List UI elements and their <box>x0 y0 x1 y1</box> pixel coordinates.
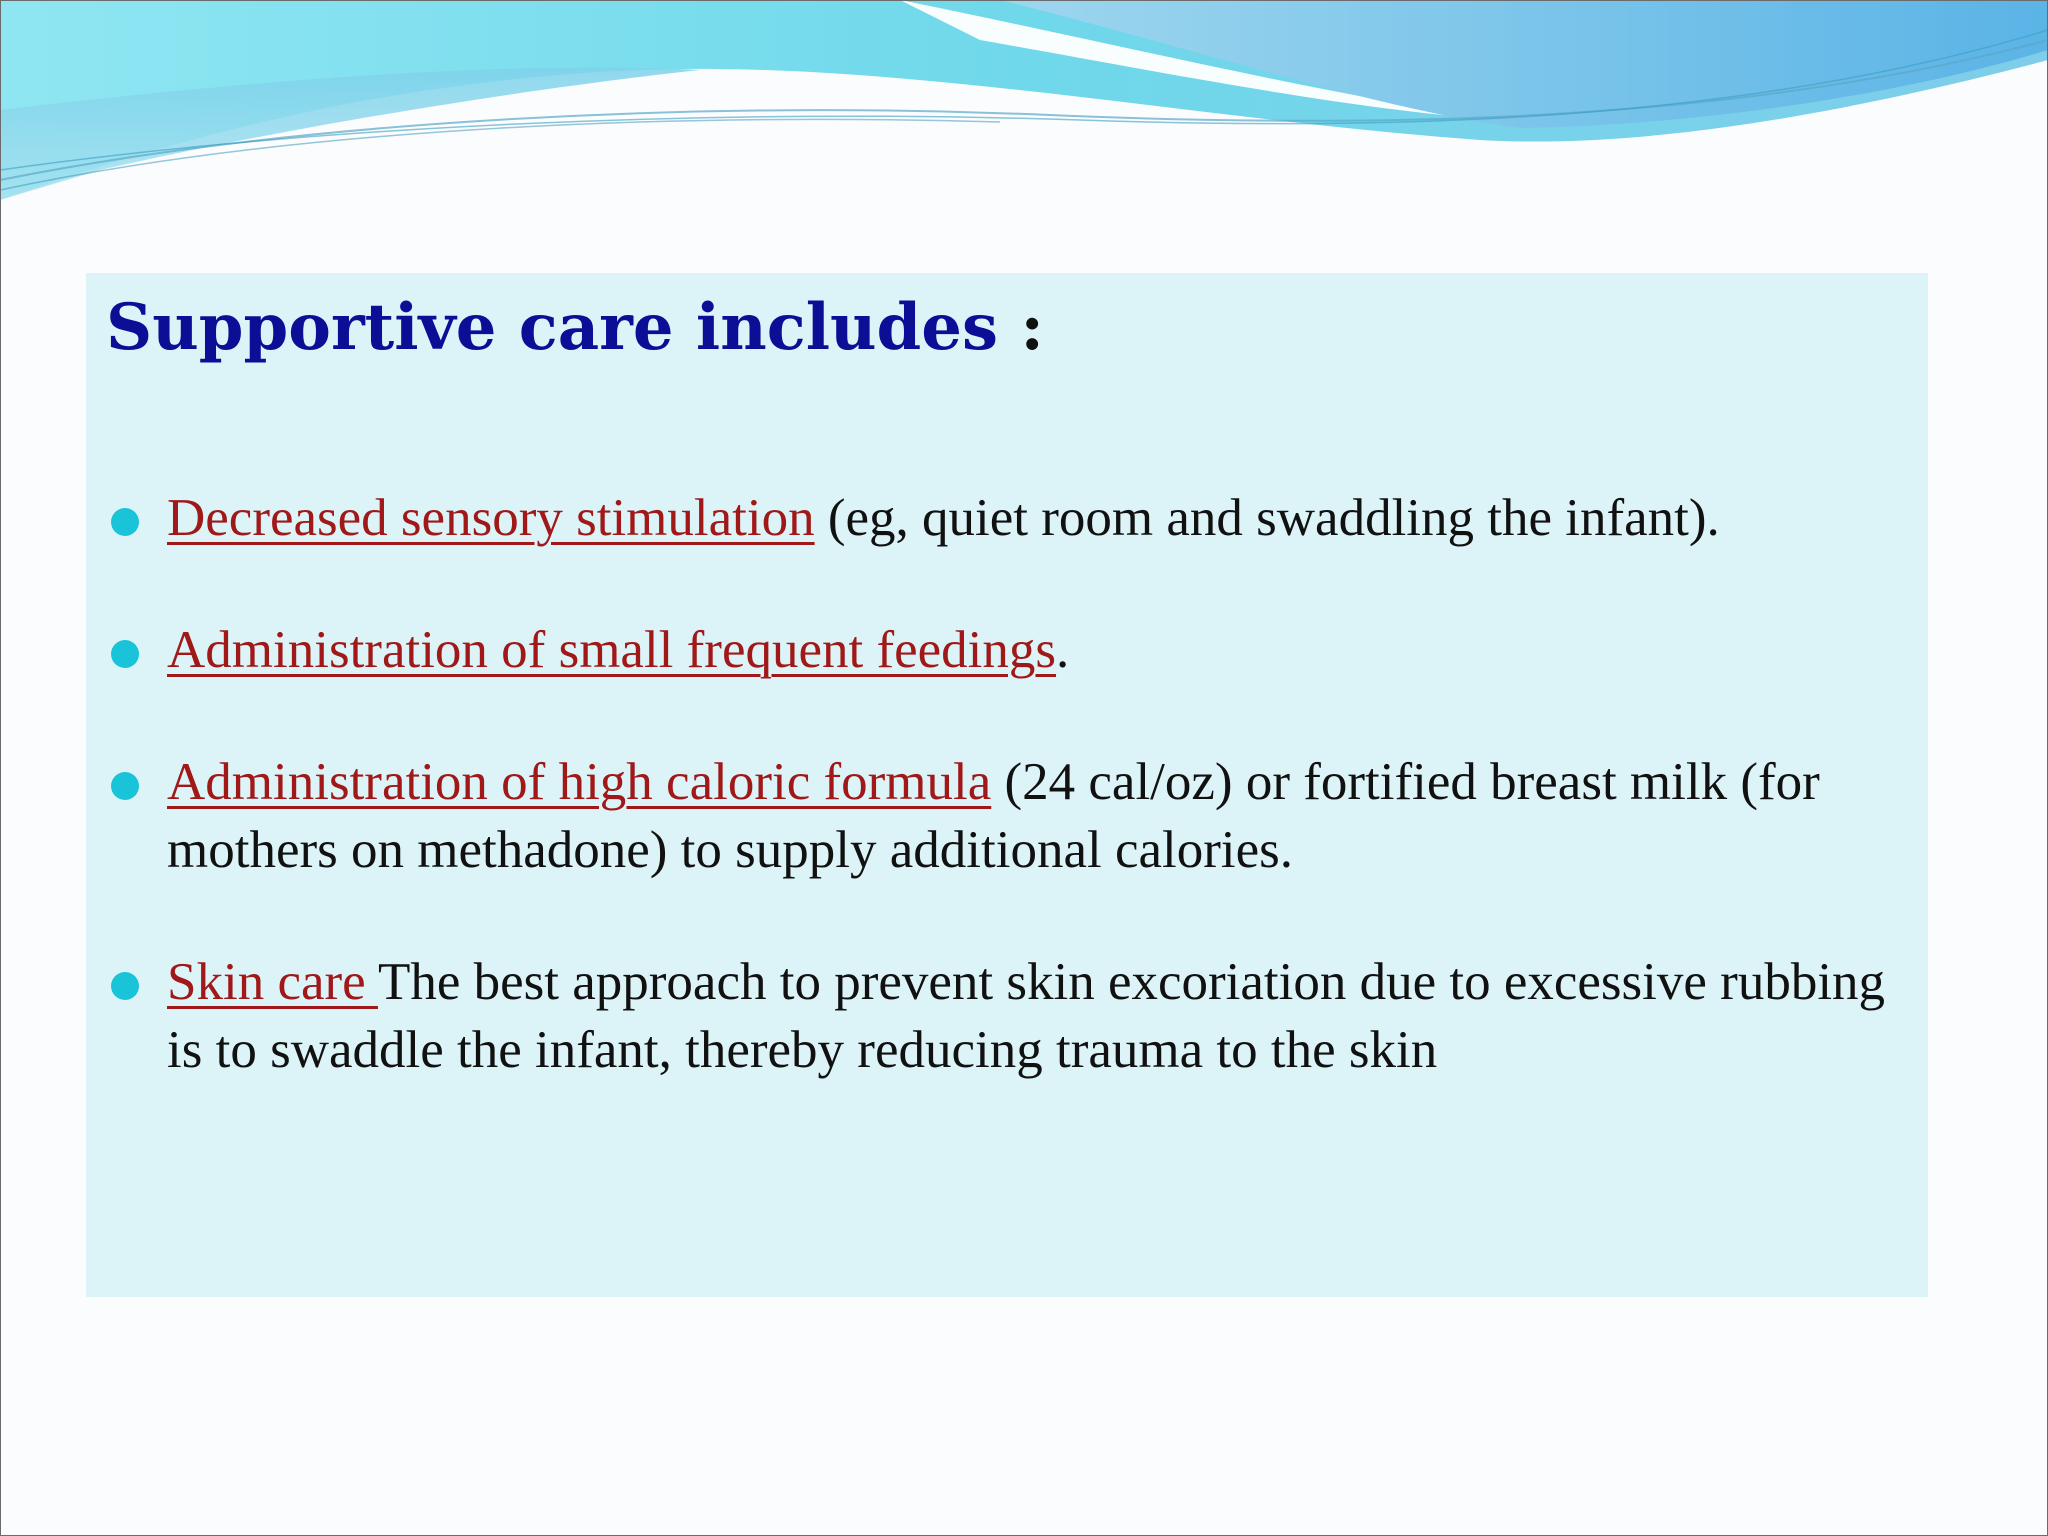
slide-title-colon: : <box>1020 290 1044 365</box>
slide-title <box>106 286 1044 370</box>
bullet-item-sensory-stimulation <box>106 484 1906 552</box>
hyperlink-skin-care[interactable]: Skin care <box>167 953 378 1011</box>
bullet-text: (eg, quiet room and swaddling the infant). <box>814 489 1720 547</box>
bullet-dot-icon <box>111 640 139 668</box>
bullet-dot-icon <box>111 772 139 800</box>
hyperlink-small-frequent-feedings[interactable]: Administration of small frequent feedings <box>167 621 1057 679</box>
bullet-dot-icon <box>111 972 139 1000</box>
slide-title-text: Supportive care includes <box>106 290 999 365</box>
bullet-item-skin-care <box>106 948 1906 1084</box>
bullet-item-high-caloric-formula <box>106 748 1906 884</box>
bullet-list <box>106 484 1906 1148</box>
bullet-text: . <box>1056 621 1070 679</box>
wave-banner-decoration <box>0 0 2048 240</box>
hyperlink-high-caloric-formula[interactable]: Administration of high caloric formula <box>167 753 992 811</box>
bullet-text: The best approach to prevent skin excoriation due to excessive rubbing is to swaddle the infant, thereby reducing trauma to the skin <box>167 953 1886 1079</box>
bullet-item-small-feedings <box>106 616 1906 684</box>
bullet-text: (24 cal/oz) or fortified breast milk (for mothers on methadone) to supply additional calories. <box>167 753 1820 879</box>
bullet-dot-icon <box>111 508 139 536</box>
hyperlink-decreased-sensory-stimulation[interactable]: Decreased sensory stimulation <box>167 489 815 547</box>
